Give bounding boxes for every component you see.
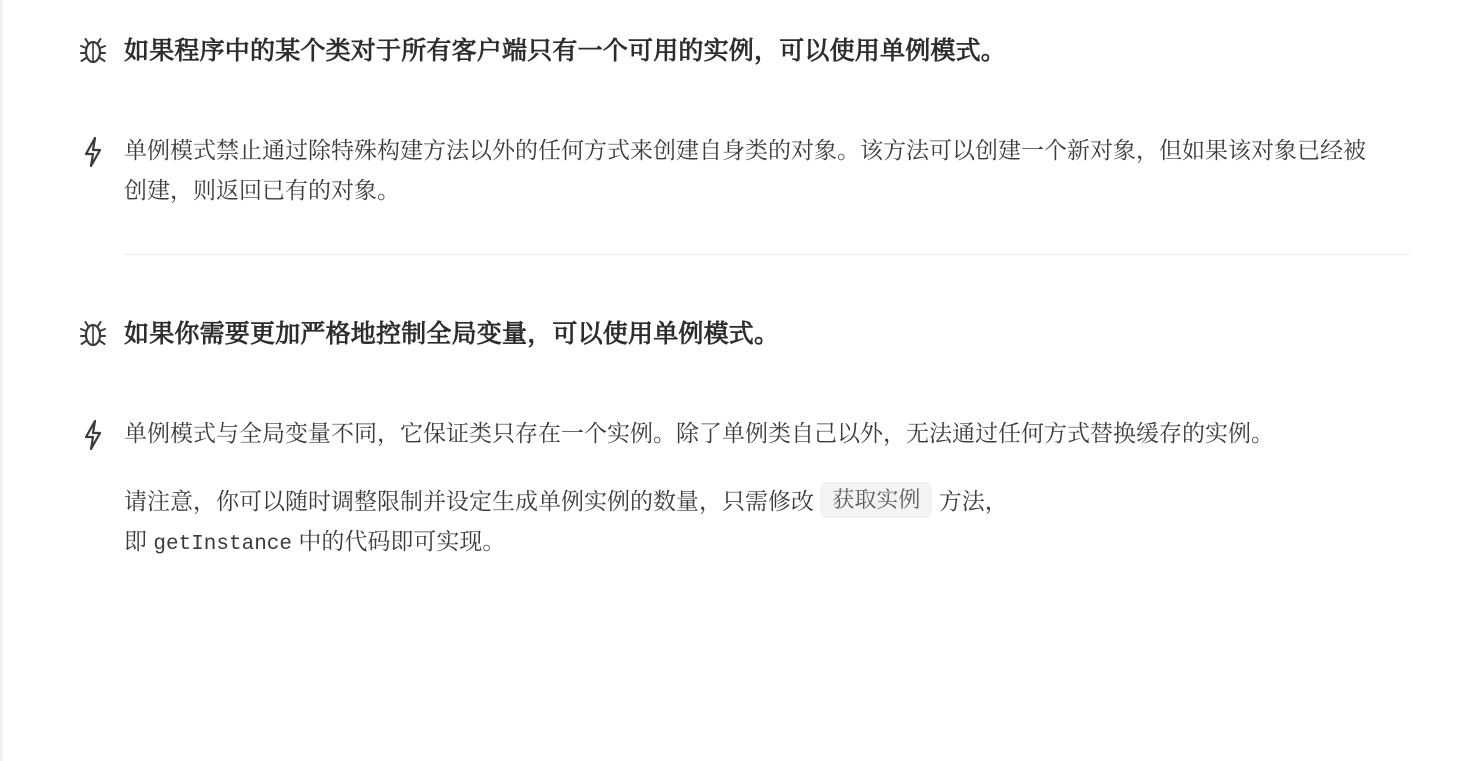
note-text-before: 请注意，你可以随时调整限制并设定生成单例实例的数量，只需修改: [124, 488, 814, 514]
section-1-body-row: [78, 130, 1410, 210]
section-2-body: 单例模式与全局变量不同，它保证类只存在一个实例。除了单例类自己以外，无法通过任何方式替换缓存的实例。: [124, 420, 1274, 446]
note-text-prefix: 即: [124, 528, 154, 554]
section-1-body: 单例模式禁止通过除特殊构建方法以外的任何方式来创建自身类的对象。该方法可以创建一个新对象，但如果该对象已经被创建，则返回已有的对象。: [124, 137, 1366, 203]
section-2-heading: 如果你需要更加严格地控制全局变量，可以使用单例模式。: [124, 320, 780, 348]
section-2-body-row: [78, 413, 1410, 455]
section-1: [78, 34, 1410, 255]
left-edge-rule: [0, 0, 3, 761]
bug-icon: [78, 34, 108, 68]
section-2-note: [124, 481, 1379, 565]
section-2-top-spacer: [78, 255, 1410, 317]
get-instance-chip: 获取实例: [820, 482, 932, 518]
lightning-bolt-icon: [78, 130, 108, 172]
note-spacer: [78, 455, 1410, 481]
get-instance-code: getInstance: [153, 533, 293, 556]
section-divider: [124, 254, 1410, 255]
section-2: [78, 317, 1410, 565]
section-1-gap: [78, 68, 1410, 130]
note-text-suffix: 中的代码即可实现。: [292, 528, 506, 554]
bug-icon: [78, 317, 108, 351]
top-spacer: [78, 0, 1410, 34]
section-1-heading-row: [78, 34, 1410, 68]
section-2-heading-row: [78, 317, 1410, 351]
note-text-after-1: 方法，: [938, 488, 1008, 514]
lightning-bolt-icon: [78, 413, 108, 455]
section-1-heading: 如果程序中的某个类对于所有客户端只有一个可用的实例，可以使用单例模式。: [124, 37, 1007, 65]
section-2-gap: [78, 351, 1410, 413]
